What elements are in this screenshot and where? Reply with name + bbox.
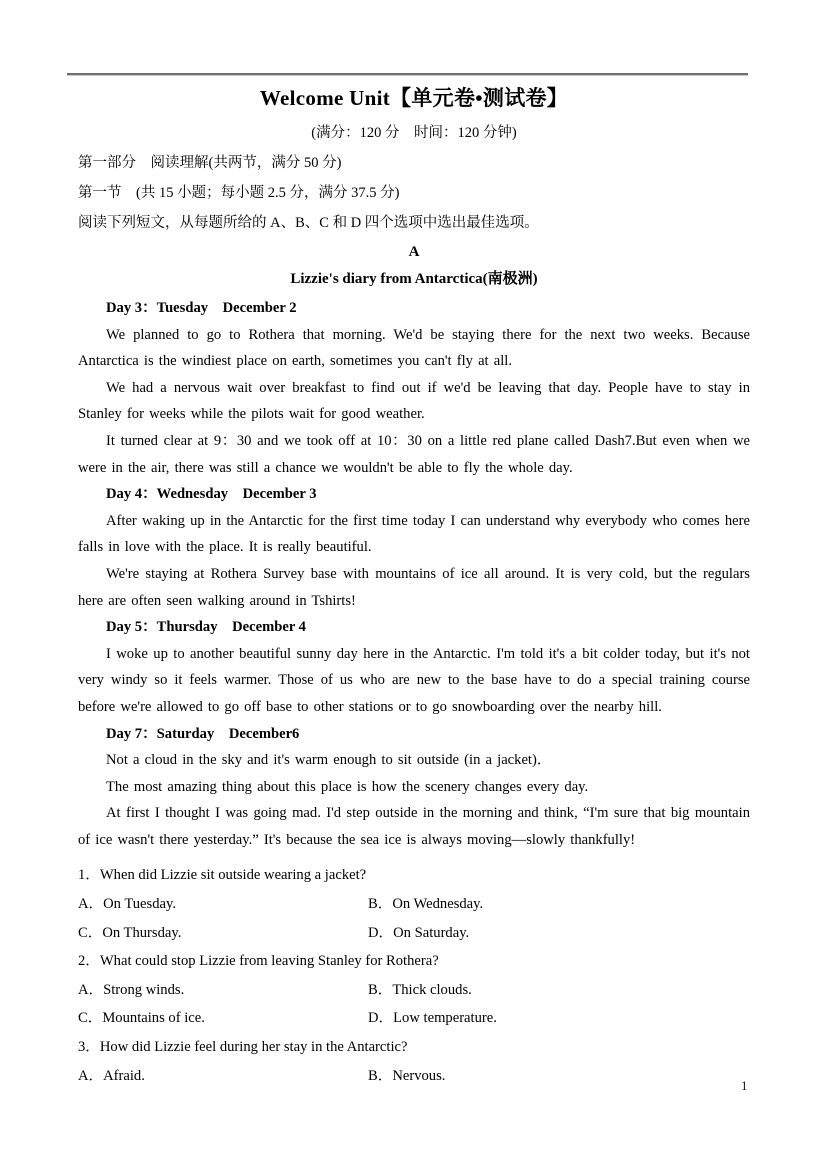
question-1-option-a: A．On Tuesday. xyxy=(78,896,176,913)
question-1-option-d: D．On Saturday. xyxy=(368,924,470,941)
question-1-options-row xyxy=(78,919,750,948)
question-2-option-b: B．Thick clouds. xyxy=(368,981,472,998)
instructions: 阅读下列短文，从每题所给的 A、B、C 和 D 四个选项中选出最佳选项。 xyxy=(78,215,539,231)
question-2-option-c: C．Mountains of ice. xyxy=(78,1010,205,1027)
section-heading: 第一节 (共 15 小题；每小题 2.5 分，满分 37.5 分) xyxy=(78,185,400,201)
exam-meta: (满分：120 分 时间：120 分钟) xyxy=(311,125,517,141)
question-list xyxy=(78,861,750,1090)
question-1-option-c: C．On Thursday. xyxy=(78,924,182,941)
passage-label: A xyxy=(408,244,420,260)
passage-title: Lizzie's diary from Antarctica(南极洲) xyxy=(290,271,538,287)
diary-entry-day4 xyxy=(78,481,750,614)
question-2-options-row xyxy=(78,1004,750,1033)
diary-paragraph: At first I thought I was going mad. I'd step outside in the morning and think, “I'm sure that big mountain of ice wasn't there yesterday.” It's because the sea ice is always moving—slowly thankfully! xyxy=(78,805,750,848)
question-2-option-a: A．Strong winds. xyxy=(78,981,185,998)
question-1-option-b: B．On Wednesday. xyxy=(368,896,484,913)
reading-passage xyxy=(78,295,750,853)
diary-day-heading: Day 4：Wednesday December 3 xyxy=(106,486,317,503)
question-1-options-row xyxy=(78,890,750,919)
question-2-option-d: D．Low temperature. xyxy=(368,1010,497,1027)
diary-paragraph: We planned to go to Rothera that morning. We'd be staying there for the next two weeks. Because Antarctica is the windiest place on earth, sometimes you can't fly at all. xyxy=(78,326,750,370)
diary-day-heading: Day 3：Tuesday December 2 xyxy=(106,300,297,316)
diary-day-heading: Day 5：Thursday December 4 xyxy=(106,619,306,636)
page-title: Welcome Unit【单元卷•测试卷】 xyxy=(259,86,569,110)
question-3-options-row xyxy=(78,1062,750,1091)
diary-paragraph: It turned clear at 9：30 and we took off at 10：30 on a little red plane called Dash7.But even when we were in the air, there was still a chance we wouldn't be able to fly the whole day. xyxy=(78,432,750,476)
diary-paragraph: I woke up to another beautiful sunny day here in the Antarctic. I'm told it's a bit colder today, but it's not very windy so it feels warmer. Those of us who are new to the base have to do a special training course before we're allowed to go off base to other stations or to go snowboarding over the nearby hill. xyxy=(78,645,750,715)
diary-paragraph: Not a cloud in the sky and it's warm enough to sit outside (in a jacket)． xyxy=(106,752,552,769)
page-number: 1 xyxy=(741,1078,748,1093)
question-2-options-row xyxy=(78,976,750,1005)
diary-paragraph: After waking up in the Antarctic for the first time today I can understand why everybody who comes here falls in love with the place. It is really beautiful. xyxy=(78,512,750,556)
question-3-option-a: A．Afraid. xyxy=(78,1067,145,1084)
diary-entry-day3 xyxy=(78,295,750,481)
diary-paragraph: The most amazing thing about this place is how the scenery changes every day. xyxy=(106,778,589,795)
diary-entry-day7 xyxy=(78,721,750,854)
page-content xyxy=(78,80,750,1090)
question-1-text: 1．When did Lizzie sit outside wearing a jacket? xyxy=(78,867,367,884)
question-2-text: 2．What could stop Lizzie from leaving Stanley for Rothera? xyxy=(78,953,439,970)
diary-entry-day5 xyxy=(78,614,750,720)
question-3-option-b: B．Nervous. xyxy=(368,1067,446,1084)
header-rule xyxy=(67,73,748,76)
diary-paragraph: We're staying at Rothera Survey base with mountains of ice all around. It is very cold, but the regulars here are often seen walking around in Tshirts! xyxy=(78,565,750,609)
diary-paragraph: We had a nervous wait over breakfast to find out if we'd be leaving that day. People have to stay in Stanley for weeks while the pilots wait for good weather. xyxy=(78,379,750,423)
diary-day-heading: Day 7：Saturday December6 xyxy=(106,725,300,742)
exam-header-block xyxy=(78,148,750,238)
question-3-text: 3．How did Lizzie feel during her stay in the Antarctic? xyxy=(78,1039,408,1056)
part-heading: 第一部分 阅读理解(共两节，满分 50 分) xyxy=(78,155,342,171)
